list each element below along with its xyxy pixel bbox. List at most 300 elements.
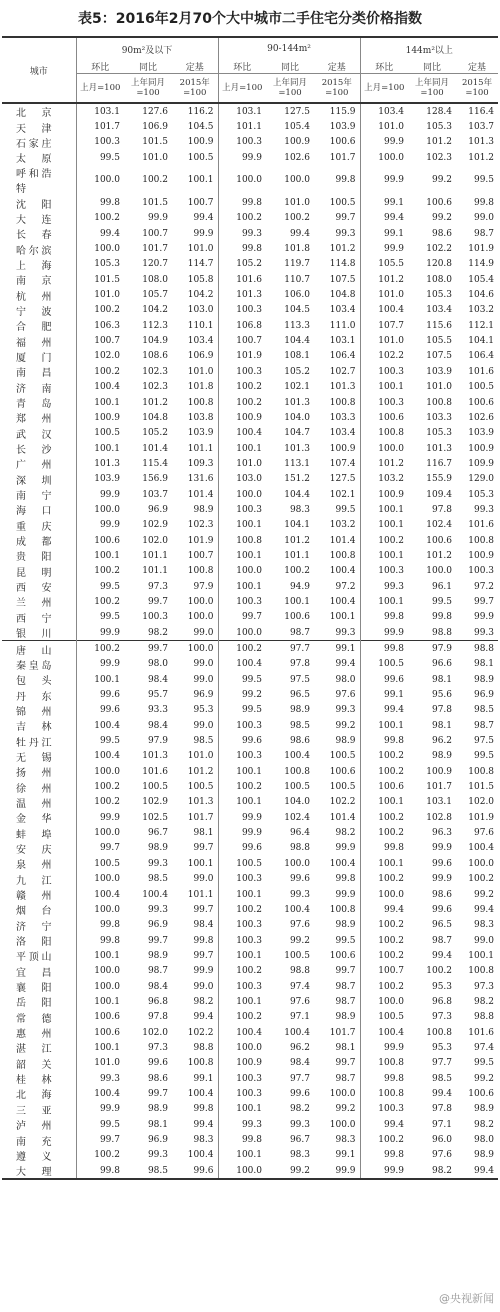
index-value: 100.5 <box>284 782 310 793</box>
index-value: 99.5 <box>76 733 124 748</box>
index-value: 100.2 <box>142 175 168 186</box>
index-value: 96.8 <box>147 996 168 1007</box>
group-header-medium: 90-144m² <box>218 37 360 60</box>
index-value: 100.9 <box>218 410 266 425</box>
index-value: 99.1 <box>360 687 408 702</box>
index-value: 98.5 <box>193 736 214 747</box>
index-value: 98.3 <box>193 1135 214 1146</box>
index-value: 100.2 <box>360 872 408 887</box>
table-row <box>2 472 498 487</box>
index-value: 99.9 <box>360 625 408 641</box>
table-row <box>2 625 498 641</box>
index-value: 100.0 <box>284 858 310 869</box>
index-value: 105.2 <box>142 428 168 439</box>
table-row <box>2 610 498 625</box>
index-value: 98.8 <box>289 843 310 854</box>
index-value: 104.0 <box>284 412 310 423</box>
index-value: 100.3 <box>142 612 168 623</box>
index-value: 100.2 <box>360 979 408 994</box>
index-value: 99.5 <box>218 703 266 718</box>
index-value: 100.1 <box>218 764 266 779</box>
index-value: 98.0 <box>473 1135 495 1146</box>
index-value: 100.1 <box>218 548 266 563</box>
index-value: 96.9 <box>473 690 495 701</box>
index-value: 112.3 <box>142 320 168 331</box>
price-index-table <box>2 36 498 1180</box>
index-value: 99.8 <box>360 641 408 657</box>
index-value: 100.5 <box>187 152 214 163</box>
index-value: 99.2 <box>266 1163 314 1179</box>
index-value: 98.1 <box>335 1042 356 1053</box>
index-value: 100.2 <box>76 211 124 226</box>
index-value: 99.8 <box>76 195 124 210</box>
index-value: 109.4 <box>426 489 453 500</box>
index-value: 99.4 <box>289 228 310 239</box>
city-name: 大理 <box>2 1163 76 1179</box>
table-row <box>2 364 498 379</box>
index-value: 99.7 <box>218 610 266 625</box>
index-value: 98.8 <box>473 1012 495 1023</box>
index-value: 98.9 <box>431 751 453 762</box>
index-value: 101.2 <box>426 137 453 148</box>
city-name: 济南 <box>16 383 52 395</box>
index-value: 100.2 <box>76 303 124 318</box>
index-value: 100.9 <box>76 410 124 425</box>
index-value: 105.7 <box>142 290 168 301</box>
index-value: 99.4 <box>431 950 453 961</box>
index-value: 100.8 <box>426 1027 453 1038</box>
index-value: 106.9 <box>142 122 168 133</box>
index-value: 99.3 <box>289 889 310 900</box>
index-value: 100.0 <box>218 564 266 579</box>
table-row <box>2 195 498 210</box>
index-value: 98.9 <box>473 1104 495 1115</box>
index-value: 98.3 <box>289 504 310 515</box>
index-value: 103.9 <box>329 122 356 133</box>
index-value: 102.9 <box>142 520 168 531</box>
index-value: 99.0 <box>193 874 214 885</box>
index-value: 99.9 <box>360 241 408 256</box>
index-value: 99.9 <box>360 165 408 195</box>
index-value: 100.4 <box>187 1150 214 1161</box>
index-value: 97.8 <box>147 1012 168 1023</box>
index-value: 100.1 <box>76 948 124 963</box>
index-value: 98.2 <box>147 627 168 638</box>
index-value: 128.4 <box>426 106 453 117</box>
index-value: 100.2 <box>76 364 124 379</box>
index-value: 100.0 <box>76 241 124 256</box>
index-value: 98.9 <box>473 1150 495 1161</box>
index-value: 96.9 <box>147 1135 168 1146</box>
index-value: 98.4 <box>147 674 168 685</box>
index-value: 101.7 <box>187 812 214 823</box>
index-value: 100.2 <box>284 566 310 577</box>
index-value: 98.9 <box>473 674 495 685</box>
table-row <box>2 226 498 241</box>
index-value: 99.8 <box>360 841 408 856</box>
index-value: 100.2 <box>218 902 266 917</box>
index-value: 100.2 <box>76 779 124 794</box>
index-value: 101.5 <box>468 782 495 793</box>
index-value: 99.9 <box>76 657 124 672</box>
index-value: 100.1 <box>76 672 124 687</box>
index-value: 96.3 <box>431 828 453 839</box>
index-value: 99.4 <box>193 213 214 224</box>
index-value: 101.7 <box>329 1027 356 1038</box>
index-value: 100.6 <box>468 1088 495 1099</box>
index-value: 100.8 <box>329 904 356 915</box>
index-value: 103.3 <box>329 412 356 423</box>
index-value: 101.0 <box>360 287 408 302</box>
index-value: 100.4 <box>76 380 124 395</box>
index-value: 98.2 <box>335 828 356 839</box>
index-value: 100.4 <box>468 843 495 854</box>
index-value: 104.4 <box>284 489 310 500</box>
index-value: 99.8 <box>76 1163 124 1179</box>
index-value: 99.2 <box>289 935 310 946</box>
city-name: 长沙 <box>16 445 52 457</box>
index-value: 99.9 <box>335 889 356 900</box>
table-row <box>2 456 498 471</box>
index-value: 99.2 <box>335 1104 356 1115</box>
index-value: 99.4 <box>76 226 124 241</box>
index-value: 100.0 <box>76 764 124 779</box>
index-value: 99.5 <box>473 175 495 186</box>
index-value: 107.5 <box>329 274 356 285</box>
table-row <box>2 318 498 333</box>
index-value: 100.8 <box>187 1058 214 1069</box>
table-row <box>2 594 498 609</box>
index-value: 98.7 <box>431 935 453 946</box>
index-value: 104.7 <box>284 428 310 439</box>
index-value: 105.3 <box>468 489 495 500</box>
index-value: 101.0 <box>187 751 214 762</box>
index-value: 100.3 <box>218 1086 266 1101</box>
index-value: 99.5 <box>76 150 124 165</box>
city-name: 遵义 <box>16 1151 52 1163</box>
city-name: 丹东 <box>16 691 52 703</box>
index-value: 98.1 <box>473 659 495 670</box>
index-value: 99.9 <box>218 150 266 165</box>
index-value: 99.9 <box>76 810 124 825</box>
index-value: 100.1 <box>360 502 408 517</box>
index-value: 101.0 <box>426 382 453 393</box>
index-value: 99.4 <box>193 1012 214 1023</box>
index-value: 99.7 <box>335 213 356 224</box>
index-value: 100.1 <box>218 795 266 810</box>
index-value: 103.2 <box>360 472 408 487</box>
table-row <box>2 287 498 302</box>
index-value: 100.2 <box>360 948 408 963</box>
index-value: 100.6 <box>329 766 356 777</box>
city-name: 合肥 <box>16 322 52 334</box>
index-value: 103.4 <box>329 305 356 316</box>
city-name: 西宁 <box>16 613 52 625</box>
index-value: 100.2 <box>218 380 266 395</box>
index-value: 100.8 <box>187 397 214 408</box>
index-value: 100.8 <box>329 397 356 408</box>
index-value: 99.6 <box>431 904 453 915</box>
index-value: 100.9 <box>329 443 356 454</box>
index-value: 100.2 <box>76 641 124 657</box>
table-row <box>2 1056 498 1071</box>
index-value: 99.3 <box>76 1071 124 1086</box>
column-header: 环比 <box>76 60 124 74</box>
index-value: 99.2 <box>473 1073 495 1084</box>
city-name: 长春 <box>16 230 52 242</box>
index-value: 99.8 <box>431 612 453 623</box>
index-value: 100.1 <box>329 612 356 623</box>
index-value: 99.4 <box>360 211 408 226</box>
index-value: 101.0 <box>360 119 408 134</box>
index-value: 99.1 <box>193 1073 214 1084</box>
index-value: 100.2 <box>360 933 408 948</box>
index-value: 102.3 <box>142 366 168 377</box>
city-name: 青岛 <box>16 399 52 411</box>
index-value: 115.4 <box>142 458 168 469</box>
index-value: 98.7 <box>335 996 356 1007</box>
city-name: 无锡 <box>16 752 52 764</box>
index-value: 100.3 <box>218 918 266 933</box>
index-value: 102.9 <box>142 797 168 808</box>
index-value: 98.6 <box>431 228 453 239</box>
index-value: 97.4 <box>473 1042 495 1053</box>
index-value: 102.5 <box>142 812 168 823</box>
index-value: 109.9 <box>468 458 495 469</box>
index-value: 113.3 <box>284 320 310 331</box>
index-value: 100.2 <box>360 1132 408 1147</box>
city-name: 呼和浩特 <box>16 169 52 196</box>
index-value: 100.8 <box>187 566 214 577</box>
index-value: 101.1 <box>187 443 214 454</box>
index-value: 100.3 <box>218 979 266 994</box>
index-value: 98.4 <box>147 981 168 992</box>
index-value: 113.1 <box>284 458 310 469</box>
index-value: 99.5 <box>473 1058 495 1069</box>
index-value: 97.5 <box>473 736 495 747</box>
city-name: 沈阳 <box>16 199 52 211</box>
index-value: 101.0 <box>187 244 214 255</box>
index-value: 99.7 <box>147 935 168 946</box>
index-value: 99.3 <box>335 627 356 638</box>
index-value: 97.6 <box>473 828 495 839</box>
table-row <box>2 303 498 318</box>
index-value: 99.8 <box>360 1071 408 1086</box>
index-value: 120.8 <box>426 259 453 270</box>
index-value: 103.9 <box>426 366 453 377</box>
index-value: 100.7 <box>187 550 214 561</box>
index-value: 99.9 <box>76 1102 124 1117</box>
watermark: @央视新闻 <box>439 1292 494 1305</box>
index-value: 100.2 <box>76 564 124 579</box>
index-value: 103.4 <box>329 428 356 439</box>
index-value: 100.2 <box>218 779 266 794</box>
index-value: 102.2 <box>329 797 356 808</box>
index-value: 98.3 <box>473 920 495 931</box>
index-value: 100.0 <box>187 612 214 623</box>
index-value: 101.0 <box>142 152 168 163</box>
city-name: 大连 <box>16 214 52 226</box>
index-value: 101.1 <box>284 550 310 561</box>
index-value: 109.3 <box>187 458 214 469</box>
index-value: 98.6 <box>147 1073 168 1084</box>
index-value: 100.1 <box>76 994 124 1009</box>
table-row <box>2 1117 498 1132</box>
table-row <box>2 1148 498 1163</box>
index-value: 98.8 <box>193 1042 214 1053</box>
index-value: 100.0 <box>329 1119 356 1130</box>
index-value: 101.3 <box>187 797 214 808</box>
index-value: 100.2 <box>360 764 408 779</box>
city-name: 蚌埠 <box>16 829 52 841</box>
index-value: 99.5 <box>76 610 124 625</box>
index-value: 100.1 <box>360 518 408 533</box>
index-value: 100.3 <box>218 594 266 609</box>
index-value: 97.6 <box>289 920 310 931</box>
index-value: 115.9 <box>329 106 356 117</box>
index-value: 97.2 <box>473 581 495 592</box>
index-value: 99.8 <box>218 195 266 210</box>
index-value: 100.7 <box>187 198 214 209</box>
city-name: 银川 <box>16 629 52 641</box>
index-value: 100.0 <box>360 887 408 902</box>
column-header: 环比 <box>360 60 408 74</box>
index-value: 99.4 <box>360 1117 408 1132</box>
group-header-small: 90m²及以下 <box>76 37 218 60</box>
index-value: 100.0 <box>76 902 124 917</box>
index-value: 100.1 <box>218 1102 266 1117</box>
index-value: 102.7 <box>329 366 356 377</box>
index-value: 97.3 <box>147 581 168 592</box>
index-value: 98.9 <box>335 1012 356 1023</box>
index-value: 100.1 <box>218 518 266 533</box>
index-value: 99.2 <box>431 175 453 186</box>
index-value: 101.6 <box>468 1027 495 1038</box>
index-value: 100.5 <box>360 657 408 672</box>
index-value: 104.8 <box>329 290 356 301</box>
index-value: 99.6 <box>218 841 266 856</box>
index-value: 100.2 <box>218 211 266 226</box>
index-value: 100.9 <box>360 487 408 502</box>
index-value: 127.6 <box>142 106 168 117</box>
index-value: 103.1 <box>218 103 266 119</box>
index-value: 98.1 <box>431 720 453 731</box>
index-value: 98.3 <box>289 1150 310 1161</box>
city-name: 常德 <box>16 1013 52 1025</box>
index-value: 99.7 <box>473 596 495 607</box>
index-value: 105.4 <box>284 122 310 133</box>
index-value: 98.1 <box>193 828 214 839</box>
index-value: 101.5 <box>142 137 168 148</box>
index-value: 99.5 <box>335 504 356 515</box>
index-value: 100.4 <box>360 1025 408 1040</box>
table-row <box>2 579 498 594</box>
index-value: 100.4 <box>218 1025 266 1040</box>
page-title: 表5：2016年2月70个大中城市二手住宅分类价格指数 <box>78 11 422 27</box>
index-value: 100.2 <box>360 749 408 764</box>
table-row <box>2 994 498 1009</box>
index-value: 100.3 <box>218 872 266 887</box>
index-value: 100.4 <box>76 887 124 902</box>
index-value: 101.1 <box>142 566 168 577</box>
city-name: 赣州 <box>16 891 52 903</box>
index-value: 100.5 <box>329 198 356 209</box>
index-value: 120.7 <box>142 259 168 270</box>
index-value: 100.1 <box>360 718 408 733</box>
index-value: 104.2 <box>142 305 168 316</box>
index-value: 99.8 <box>76 918 124 933</box>
city-name: 岳阳 <box>16 998 52 1010</box>
index-value: 100.3 <box>218 718 266 733</box>
table-row <box>2 902 498 917</box>
index-value: 98.5 <box>124 1163 172 1179</box>
index-value: 99.6 <box>76 703 124 718</box>
index-value: 98.5 <box>473 705 495 716</box>
table-row <box>2 150 498 165</box>
index-value: 99.1 <box>360 195 408 210</box>
index-value: 100.3 <box>218 933 266 948</box>
table-row <box>2 349 498 364</box>
index-value: 127.5 <box>284 106 310 117</box>
base-period-header: 上年同月=100 <box>272 78 307 98</box>
index-value: 103.2 <box>468 305 495 316</box>
index-value: 104.5 <box>187 122 214 133</box>
base-period-header: 上月=100 <box>76 74 124 104</box>
index-value: 102.3 <box>142 382 168 393</box>
city-name: 武汉 <box>16 429 52 441</box>
index-value: 97.1 <box>431 1119 453 1130</box>
index-value: 99.8 <box>335 874 356 885</box>
index-value: 99.7 <box>147 596 168 607</box>
index-value: 100.8 <box>360 1086 408 1101</box>
index-value: 100.8 <box>284 766 310 777</box>
index-value: 103.2 <box>329 520 356 531</box>
index-value: 99.3 <box>289 1119 310 1130</box>
index-value: 99.6 <box>289 874 310 885</box>
index-value: 101.1 <box>142 550 168 561</box>
index-value: 104.5 <box>284 305 310 316</box>
city-name: 金华 <box>16 814 52 826</box>
index-value: 100.1 <box>218 1148 266 1163</box>
index-value: 99.9 <box>76 487 124 502</box>
table-row <box>2 548 498 563</box>
index-value: 100.9 <box>468 443 495 454</box>
index-value: 99.6 <box>218 733 266 748</box>
index-value: 103.3 <box>426 412 453 423</box>
table-row <box>2 718 498 733</box>
city-name: 泉州 <box>16 860 52 872</box>
index-value: 97.8 <box>431 705 453 716</box>
index-value: 100.0 <box>76 825 124 840</box>
index-value: 96.2 <box>431 736 453 747</box>
city-name: 天津 <box>16 123 52 135</box>
index-value: 98.7 <box>335 1073 356 1084</box>
index-value: 99.6 <box>147 1058 168 1069</box>
index-value: 96.1 <box>431 581 453 592</box>
table-row <box>2 487 498 502</box>
index-value: 100.1 <box>218 579 266 594</box>
table-row <box>2 426 498 441</box>
index-value: 106.0 <box>284 290 310 301</box>
group-header-large: 144m²以上 <box>360 37 498 60</box>
index-value: 101.2 <box>329 244 356 255</box>
index-value: 100.1 <box>218 994 266 1009</box>
index-value: 102.0 <box>468 797 495 808</box>
index-value: 96.9 <box>147 504 168 515</box>
index-value: 104.2 <box>187 290 214 301</box>
index-value: 99.5 <box>76 579 124 594</box>
index-value: 107.5 <box>426 351 453 362</box>
